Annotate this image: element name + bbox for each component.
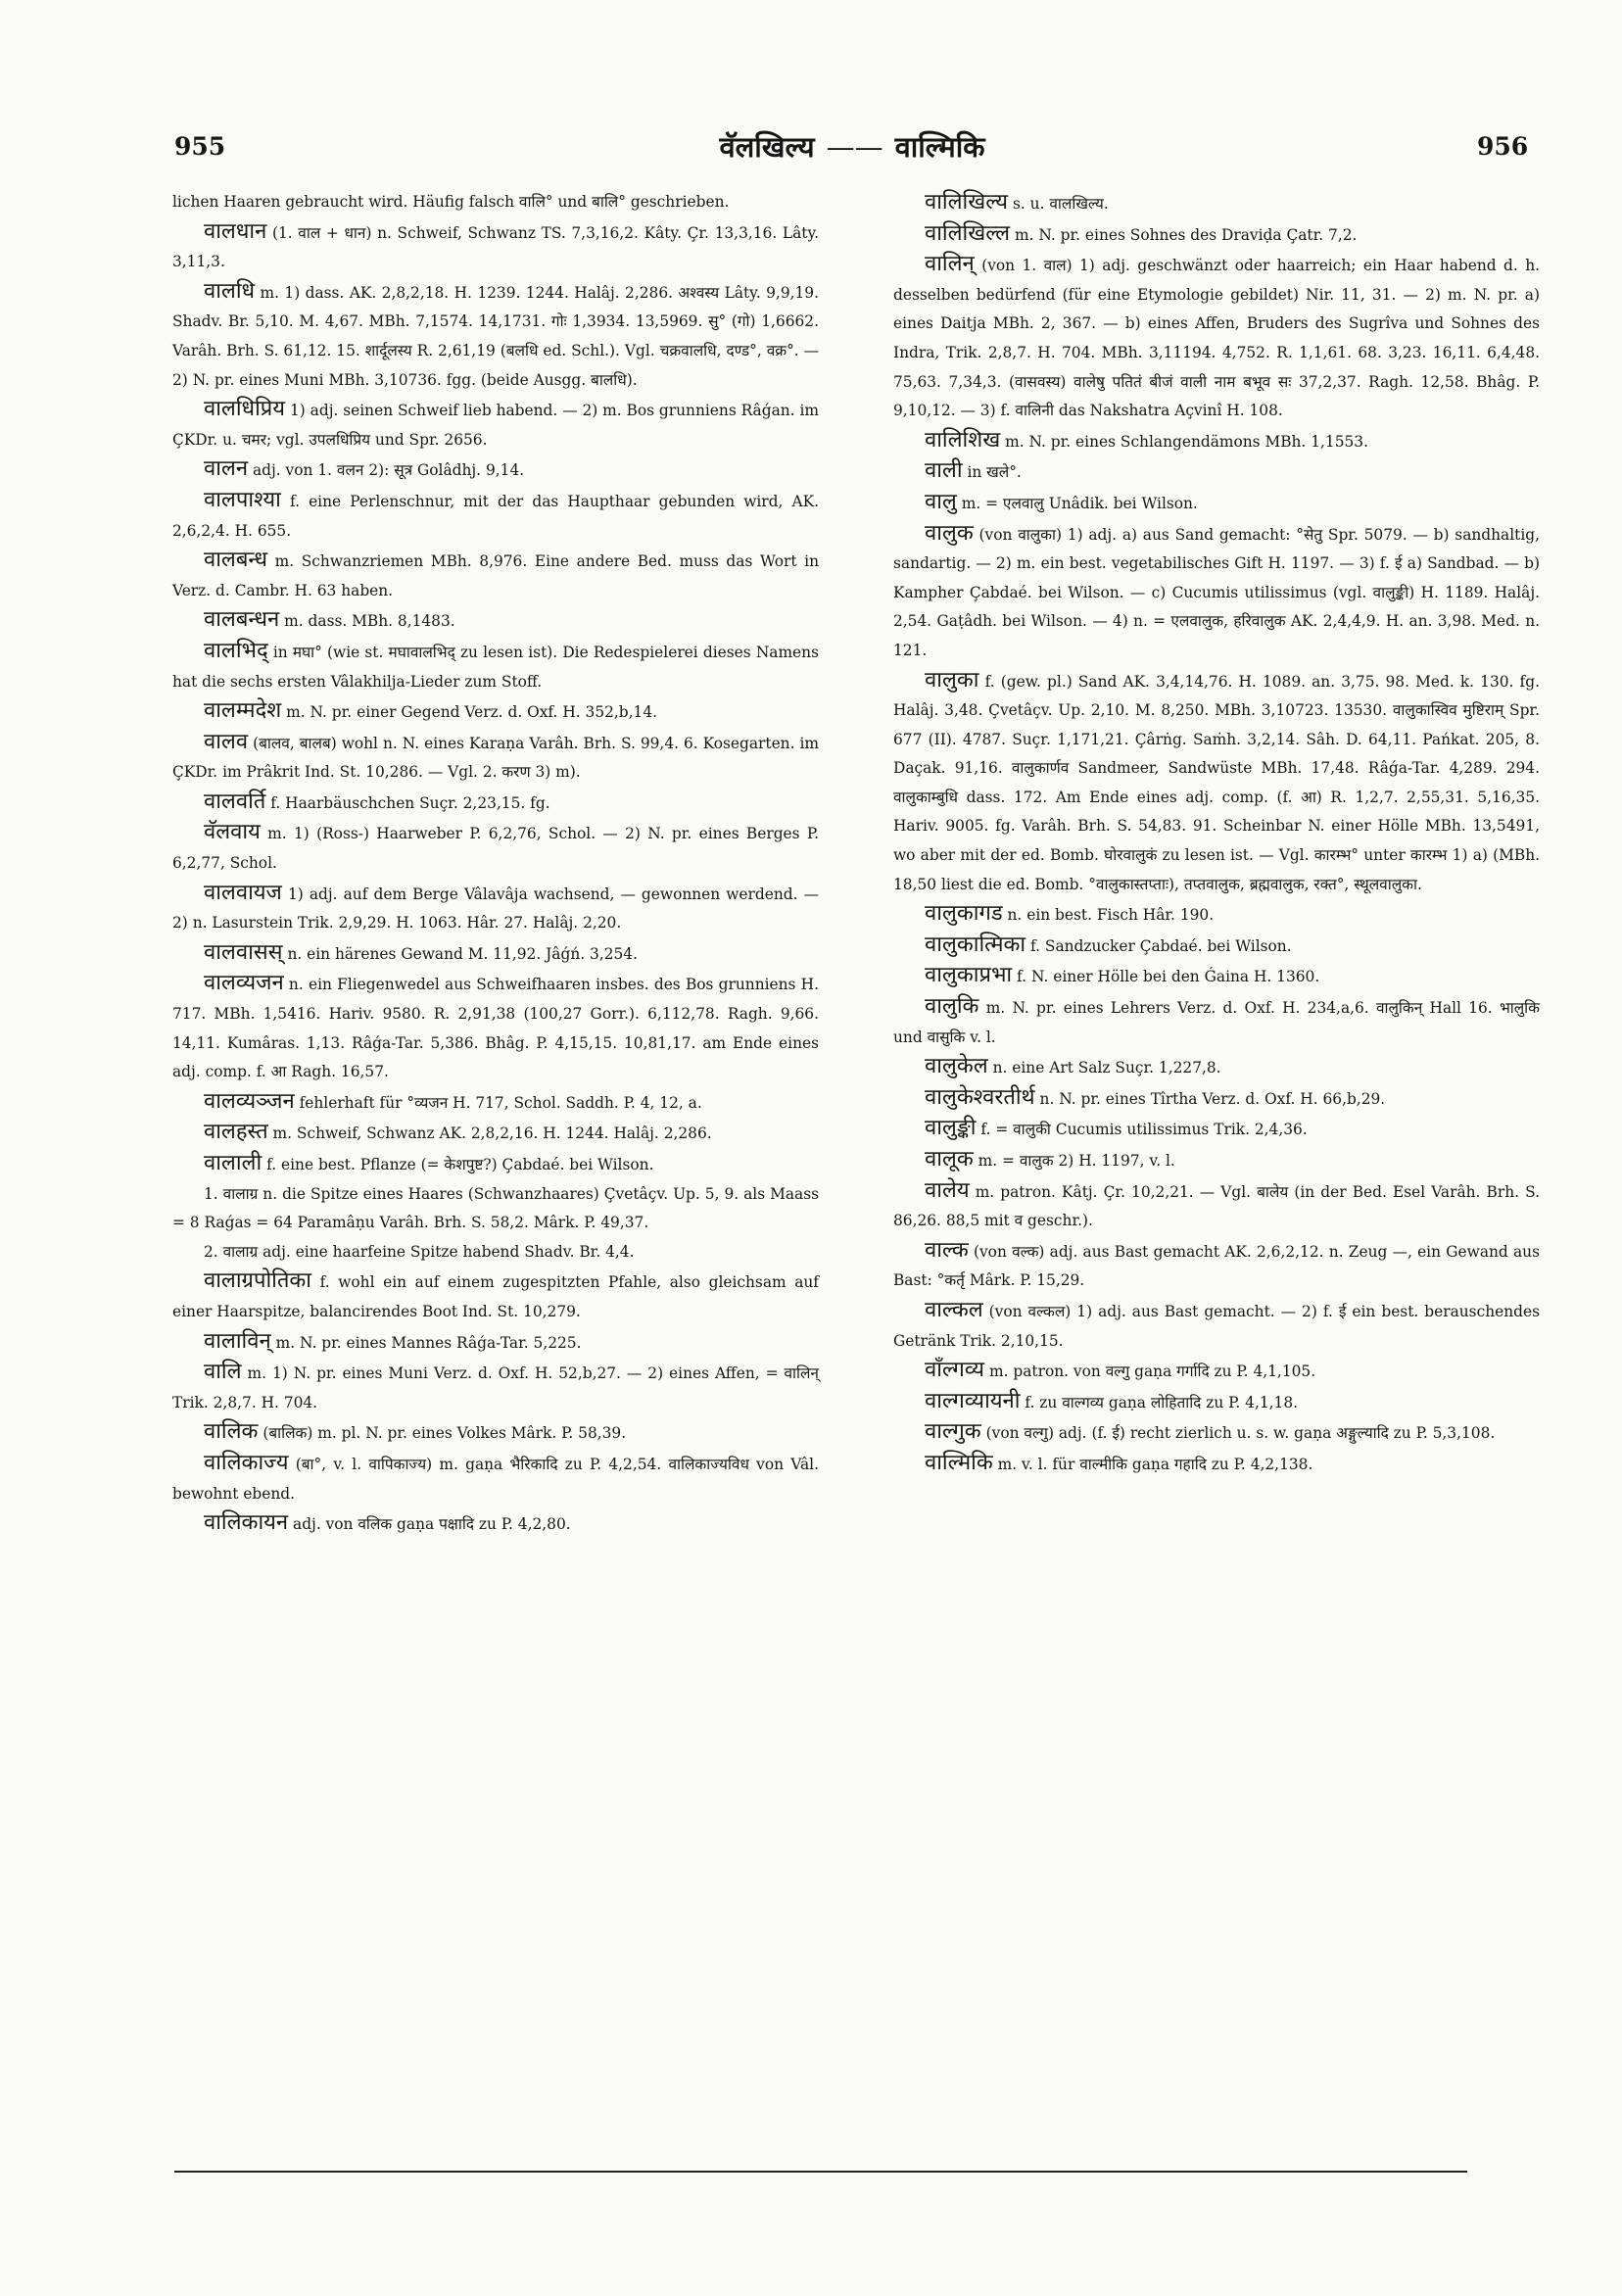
entry-headword: वालाविन् [204, 1328, 271, 1354]
dictionary-entry [172, 1508, 819, 1540]
dictionary-entry [172, 1417, 819, 1449]
dictionary-entry [172, 277, 819, 395]
entry-headword: वालवासस् [204, 939, 283, 965]
entry-headword: वालुकि [925, 994, 979, 1020]
dictionary-entry [172, 1267, 819, 1326]
entry-headword: वालेय [925, 1177, 970, 1203]
entry-headword: वालिकाज्य [204, 1450, 289, 1475]
entry-text: m. patron. von वल्गु gaṇa गर्गादि zu P. 4,1,105. [989, 1363, 1316, 1381]
entry-text: (बालिक) m. pl. N. pr. eines Volkes Mârk. P. 58,39. [262, 1424, 627, 1443]
entry-text: m. 1) dass. AK. 2,8,2,18. H. 1239. 1244. Halâj. 2,286. अश्वस्य Lâty. 9,9,19. Shadv. Br. 5,10. M. 4,67. MBh. 7,1574. 14,1731. गोः 1,3934. 13,5969. सु° (गो) 1,6662. Varâh. Brh. S. 61,12. 15. शार्दूलस्य R. 2,61,19 (बलधि ed. Schl.). Vgl. चक्रवालधि, दण्ड°, वक्र°. — 2) N. pr. eines Muni MBh. 3,10736. fgg. (beide Ausgg. बालधि). [172, 283, 819, 389]
entry-headword: वालहस्त [204, 1120, 268, 1145]
entry-text: n. eine Art Salz Suçr. 1,227,8. [992, 1059, 1221, 1077]
entry-text: m. 1) (Ross-) Haarweber P. 6,2,76, Schol. — 2) N. pr. eines Berges P. 6,2,77, Schol. [172, 825, 819, 873]
entry-text: m. v. l. für वाल्मीकि gaṇa गहादि zu P. 4,2,138. [997, 1455, 1313, 1473]
dictionary-entry [893, 931, 1540, 962]
dictionary-entry [172, 1358, 819, 1417]
entry-text: (बालव, बालब) wohl n. N. eines Karaṇa Varâh. Brh. S. 99,4. 6. Kosegarten. im ÇKDr. im Prâkrit Ind. St. 10,286. — Vgl. 2. करण 3) m). [172, 734, 819, 782]
entry-text: f. zu वाल्गव्य gaṇa लोहितादि zu P. 4,1,18. [1025, 1393, 1299, 1411]
entry-headword: वालुक [925, 520, 974, 546]
dictionary-entry [172, 1149, 819, 1180]
entry-headword: वालवायज [204, 880, 282, 905]
entry-text: f. Haarbäuschchen Suçr. 2,23,15. fg. [270, 793, 550, 812]
dictionary-entry [893, 519, 1540, 666]
dictionary-entry [893, 1145, 1540, 1176]
entry-headword: वालिक [204, 1419, 259, 1445]
entry-text: n. ein Fliegenwedel aus Schweifhaaren insbes. des Bos grunniens H. 717. MBh. 1,5416. Hariv. 9580. R. 2,91,38 (100,27 Gorr.). 6,112,78. Ragh. 9,66. 14,11. Kumâras. 1,13. Râǵa-Tar. 5,386. Bhâg. P. 4,15,15. 10,81,17. am Ende eines adj. comp. f. आ Ragh. 16,57. [172, 976, 819, 1081]
dictionary-entry [172, 818, 819, 878]
entry-headword: वालव [204, 729, 249, 754]
entry-text: m. Schwanzriemen MBh. 8,976. Eine andere Bed. muss das Wort in Verz. d. Cambr. H. 63 haben. [172, 552, 819, 599]
entry-text: 1) adj. auf dem Berge Vâlavâja wachsend, — gewonnen werdend. — 2) n. Lasurstein Trik. 2,9,29. H. 1063. Hâr. 27. Halâj. 2,20. [172, 885, 819, 933]
dictionary-entry [893, 1387, 1540, 1418]
entry-text: m. N. pr. eines Lehrers Verz. d. Oxf. H. 234,a,6. वालुकिन् Hall 16. भालुकि und वासुकि v. l. [893, 999, 1540, 1046]
entry-text: m. N. pr. einer Gegend Verz. d. Oxf. H. 352,b,14. [286, 703, 658, 722]
entry-text: s. u. वालखिल्य. [1012, 195, 1109, 213]
entry-headword: वालुकेश्वरतीर्थ [925, 1084, 1035, 1110]
entry-text: in खले°. [967, 463, 1022, 482]
entry-headword: वालव्यजन [204, 971, 284, 996]
dictionary-entry [893, 1083, 1540, 1115]
entry-headword: वालूक [925, 1147, 974, 1172]
dictionary-entry [893, 488, 1540, 519]
entry-text: fehlerhaft für °व्यजन H. 717, Schol. Saddh. P. 4, 12, a. [299, 1093, 702, 1112]
entry-headword: वालुकेल [925, 1054, 988, 1079]
dictionary-entry [893, 961, 1540, 992]
dictionary-entry [893, 426, 1540, 457]
dictionary-entry [893, 1417, 1540, 1449]
entry-headword: वाल्गव्यायनी [925, 1388, 1021, 1413]
entry-text: m. dass. MBh. 8,1483. [284, 612, 455, 631]
entry-text: n. ein best. Fisch Hâr. 190. [1007, 906, 1215, 925]
entry-text: (von वल्गु) adj. (f. ई) recht zierlich u. s. w. gaṇa अङ्गुल्यादि zu P. 5,3,108. [985, 1424, 1496, 1443]
entry-text: f. eine best. Pflanze (= केशपुष्ट?) Çabdaé. bei Wilson. [266, 1156, 654, 1173]
entry-headword: वालुका [925, 667, 979, 693]
dictionary-entry [893, 899, 1540, 931]
entry-text: (von 1. वाल) 1) adj. geschwänzt oder haarreich; ein Haar habend d. h. desselben bedürfend (für eine Etymologie gebildet) Nir. 11, 31. — 2) m. N. pr. a) eines Daitja MBh. 2, 367. — b) eines Affen, Bruders des Sugrîva und Sohnes des Indra, Trik. 2,8,7. H. 704. MBh. 3,11194. 4,752. R. 1,1,61. 68. 3,23. 16,11. 6,4,48. 75,63. 7,34,3. (वासवस्य) वालेषु पतितं बीजं वाली नाम बभूव सः 37,2,37. Ragh. 12,58. Bhâg. P. 9,10,12. — 3) f. वालिनी das Nakshatra Açvinî H. 108. [893, 257, 1540, 420]
entry-headword: वालपाश्या [204, 487, 281, 512]
dictionary-entry [172, 188, 819, 217]
entry-headword: वालम्मदेश [204, 698, 282, 724]
dictionary-entry [172, 1449, 819, 1508]
entry-text: f. Sandzucker Çabdaé. bei Wilson. [1029, 936, 1292, 955]
running-head-last-word: वाल्मिकि [894, 130, 985, 164]
entry-text: f. (gew. pl.) Sand AK. 3,4,14,76. H. 1089. an. 3,75. 98. Med. k. 130. fg. Halâj. 3,48. Çvetâçv. Up. 2,10. M. 8,250. MBh. 3,10723. 13530. वालुकास्विव मुष्टिराम् Spr. 677 (II). 4787. Suçr. 1,171,21. Çârṅg. Saṁh. 3,2,14. Sâh. D. 64,11. Pańkat. 205, 8. Daçak. 91,16. वालुकार्णव Sandmeer, Sandwüste MBh. 17,48. Râǵa-Tar. 4,289. 294. वालुकाम्बुधि dass. 172. Am Ende eines adj. comp. (f. आ) R. 1,2,7. 2,55,31. 5,16,35. Hariv. 9005. fg. Varâh. Brh. S. 54,83. 91. Scheinbar N. einer Hölle MBh. 13,5491, wo aber mit der ed. Bomb. घोरवालुकं zu lesen ist. — Vgl. कारम्भ° unter कारम्भ 1) a) (MBh. 18,50 liest die ed. Bomb. °वालुकास्तप्ताः), तप्तवालुक, ब्रह्मवालुक, रक्त°, स्थूलवालुका. [893, 672, 1540, 893]
dictionary-entry [172, 637, 819, 696]
entry-headword: वॅलवाय [204, 820, 261, 845]
dictionary-entry [893, 1114, 1540, 1145]
entry-headword: वालभिद् [204, 638, 268, 663]
entry-text: 2. वालाग्र adj. eine haarfeine Spitze habend Shadv. Br. 4,4. [204, 1242, 635, 1261]
entry-headword: वालुकागड [925, 901, 1003, 927]
dictionary-entry [172, 546, 819, 605]
dictionary-entry [172, 454, 819, 486]
entry-text: f. wohl ein auf einem zugespitzten Pfahle, also gleichsam auf einer Haarspitze, balancirendes Boot Ind. St. 10,279. [172, 1273, 819, 1320]
entry-headword: वालाग्रपोतिका [204, 1268, 311, 1294]
entry-headword: वालवर्ति [204, 789, 266, 814]
entry-headword: वाल्कल [925, 1297, 983, 1322]
entry-headword: वालि [204, 1360, 242, 1385]
entry-headword: वालिखिल्ल [925, 220, 1011, 246]
entry-text: adj. von 1. वलन 2): सूत्र Golâdhj. 9,14. [252, 461, 525, 480]
entry-text: n. N. pr. eines Tîrtha Verz. d. Oxf. H. 66,b,29. [1039, 1089, 1386, 1108]
dictionary-entry [893, 456, 1540, 488]
entry-headword: वाल्क [925, 1237, 969, 1263]
entry-headword: वालुङ्की [925, 1116, 977, 1141]
dictionary-entry [172, 788, 819, 819]
dictionary-entry [893, 1296, 1540, 1356]
running-head-dash: —— [826, 130, 883, 164]
entry-headword: वालुकात्मिका [925, 932, 1026, 957]
entry-text: f. = वालुकी Cucumis utilissimus Trik. 2,4,36. [980, 1121, 1308, 1139]
dictionary-entry [172, 969, 819, 1086]
footer-rule [174, 2171, 1467, 2173]
running-head-first-word: वॅलखिल्य [719, 130, 815, 164]
entry-text: m. = एलवालु Unâdik. bei Wilson. [961, 494, 1198, 512]
entry-text: (von वल्क) adj. aus Bast gemacht AK. 2,6,2,12. n. Zeug —, ein Gewand aus Bast: °कर्तृ Mârk. P. 15,29. [893, 1242, 1540, 1290]
dictionary-entry [172, 696, 819, 728]
entry-headword: वालधिप्रिय [204, 397, 286, 422]
entry-headword: वाँल्गव्य [925, 1358, 985, 1383]
running-head [686, 127, 1019, 166]
entry-text: m. Schweif, Schwanz AK. 2,8,2,16. H. 1244. Halâj. 2,286. [272, 1124, 712, 1143]
entry-headword: वालधान [204, 218, 267, 244]
left-column [172, 188, 819, 1540]
entry-headword: वालिखिल्य [925, 190, 1009, 215]
dictionary-entry [893, 1236, 1540, 1296]
dictionary-entry [893, 219, 1540, 251]
entry-text: (1. वाल + धान) n. Schweif, Schwanz TS. 7,3,16,2. Kâty. Çr. 13,3,16. Lâty. 3,11,3. [172, 223, 819, 271]
dictionary-entry [172, 1327, 819, 1359]
entry-headword: वालधि [204, 278, 256, 304]
dictionary-entry [172, 728, 819, 788]
entry-headword: वालिकायन [204, 1510, 289, 1536]
dictionary-entry [172, 879, 819, 938]
entry-text: lichen Haaren gebraucht wird. Häufig falsch वालि° und बालि° geschrieben. [172, 193, 730, 211]
entry-text: f. eine Perlenschnur, mit der das Haupthaar gebunden wird, AK. 2,6,2,4. H. 655. [172, 492, 819, 540]
dictionary-entry [893, 1356, 1540, 1387]
entry-headword: वालबन्धन [204, 607, 280, 633]
dictionary-entry [172, 1180, 819, 1238]
entry-text: (von वल्कल) 1) adj. aus Bast gemacht. — 2) f. ई ein best. berauschendes Getränk Trik. 2,10,15. [893, 1302, 1540, 1350]
dictionary-entry [893, 188, 1540, 219]
dictionary-entry [893, 250, 1540, 426]
dictionary-entry [893, 1176, 1540, 1236]
entry-headword: वालन [204, 456, 249, 482]
entry-headword: वालबन्ध [204, 548, 268, 573]
entry-text: (बा°, v. l. वापिकाज्य) m. gaṇa भैरिकादि zu P. 4,2,54. वालिकाज्यविध von Vâl. bewohnt ebend. [172, 1455, 819, 1503]
entry-text: m. N. pr. eines Schlangendämons MBh. 1,1553. [1005, 432, 1368, 451]
right-column [893, 188, 1540, 1480]
dictionary-entry [893, 1052, 1540, 1083]
entry-text: f. N. einer Hölle bei den Ǵaina H. 1360. [1017, 968, 1320, 986]
dictionary-entry [893, 666, 1540, 900]
dictionary-entry [893, 992, 1540, 1052]
entry-headword: वालु [925, 489, 957, 514]
dictionary-entry [172, 938, 819, 970]
page-number-left: 955 [174, 132, 226, 161]
entry-headword: वाली [925, 458, 963, 484]
entry-headword: वालिशिख [925, 427, 1001, 453]
entry-text: (von वालुका) 1) adj. a) aus Sand gemacht: °सेतु Spr. 5079. — b) sandhaltig, sandartig. — 2) m. ein best. vegetabilisches Gift H. 1197. — 3) f. ई a) Sandbad. — b) Kampher Çabdaé. bei Wilson. — c) Cucumis utilissimus (vgl. वालुङ्की) H. 1189. Halâj. 2,54. Gaṭâdh. bei Wilson. — 4) n. = एलवालुक, हरिवालुक AK. 2,4,4,9. H. an. 3,98. Med. n. 121. [893, 525, 1540, 659]
entry-text: 1. वालाग्र n. die Spitze eines Haares (Schwanzhaares) Çvetâçv. Up. 5, 9. als Maass = 8 Raǵas = 64 Paramâṇu Varâh. Brh. S. 58,2. Mârk. P. 49,37. [172, 1184, 819, 1232]
entry-headword: वालुकाप्रभा [925, 963, 1013, 988]
dictionary-entry [172, 395, 819, 454]
dictionary-entry [172, 1118, 819, 1149]
entry-headword: वाल्गुक [925, 1419, 981, 1445]
entry-text: 1) adj. seinen Schweif lieb habend. — 2) m. Bos grunniens Râǵan. im ÇKDr. u. चमर; vgl. उपलधिप्रिय und Spr. 2656. [172, 402, 819, 449]
entry-text: adj. von वलिक gaṇa पक्षादि zu P. 4,2,80. [293, 1515, 571, 1534]
entry-text: m. N. pr. eines Mannes Râǵa-Tar. 5,225. [275, 1333, 582, 1352]
entry-text: m. 1) N. pr. eines Muni Verz. d. Oxf. H. 52,b,27. — 2) eines Affen, = वालिन् Trik. 2,8,7. H. 704. [172, 1364, 819, 1411]
entry-text: m. N. pr. eines Sohnes des Draviḍa Çatr. 7,2. [1014, 225, 1358, 244]
entry-text: in मघा° (wie st. मघावालभिद् zu lesen ist). Die Redespielerei dieses Namens hat die sechs ersten Vâlakhilja-Lieder zum Stoff. [172, 643, 819, 691]
entry-text: n. ein härenes Gewand M. 11,92. Jâǵń. 3,254. [287, 944, 638, 963]
entry-headword: वाल्मिकि [925, 1450, 993, 1475]
entry-headword: वालिन् [925, 252, 975, 277]
dictionary-entry [172, 217, 819, 277]
page-number-right: 956 [1477, 132, 1529, 161]
dictionary-entry [172, 605, 819, 637]
entry-headword: वालव्यञ्जन [204, 1088, 295, 1114]
entry-text: m. = वालुक 2) H. 1197, v. l. [978, 1152, 1175, 1170]
entry-text: m. patron. Kâtj. Çr. 10,2,21. — Vgl. बालेय (in der Bed. Esel Varâh. Brh. S. 86,26. 88,5 mit व geschr.). [893, 1182, 1540, 1230]
dictionary-entry [893, 1449, 1540, 1480]
dictionary-entry [172, 1087, 819, 1119]
dictionary-entry [172, 1238, 819, 1268]
entry-headword: वालाली [204, 1151, 262, 1175]
dictionary-entry [172, 486, 819, 546]
